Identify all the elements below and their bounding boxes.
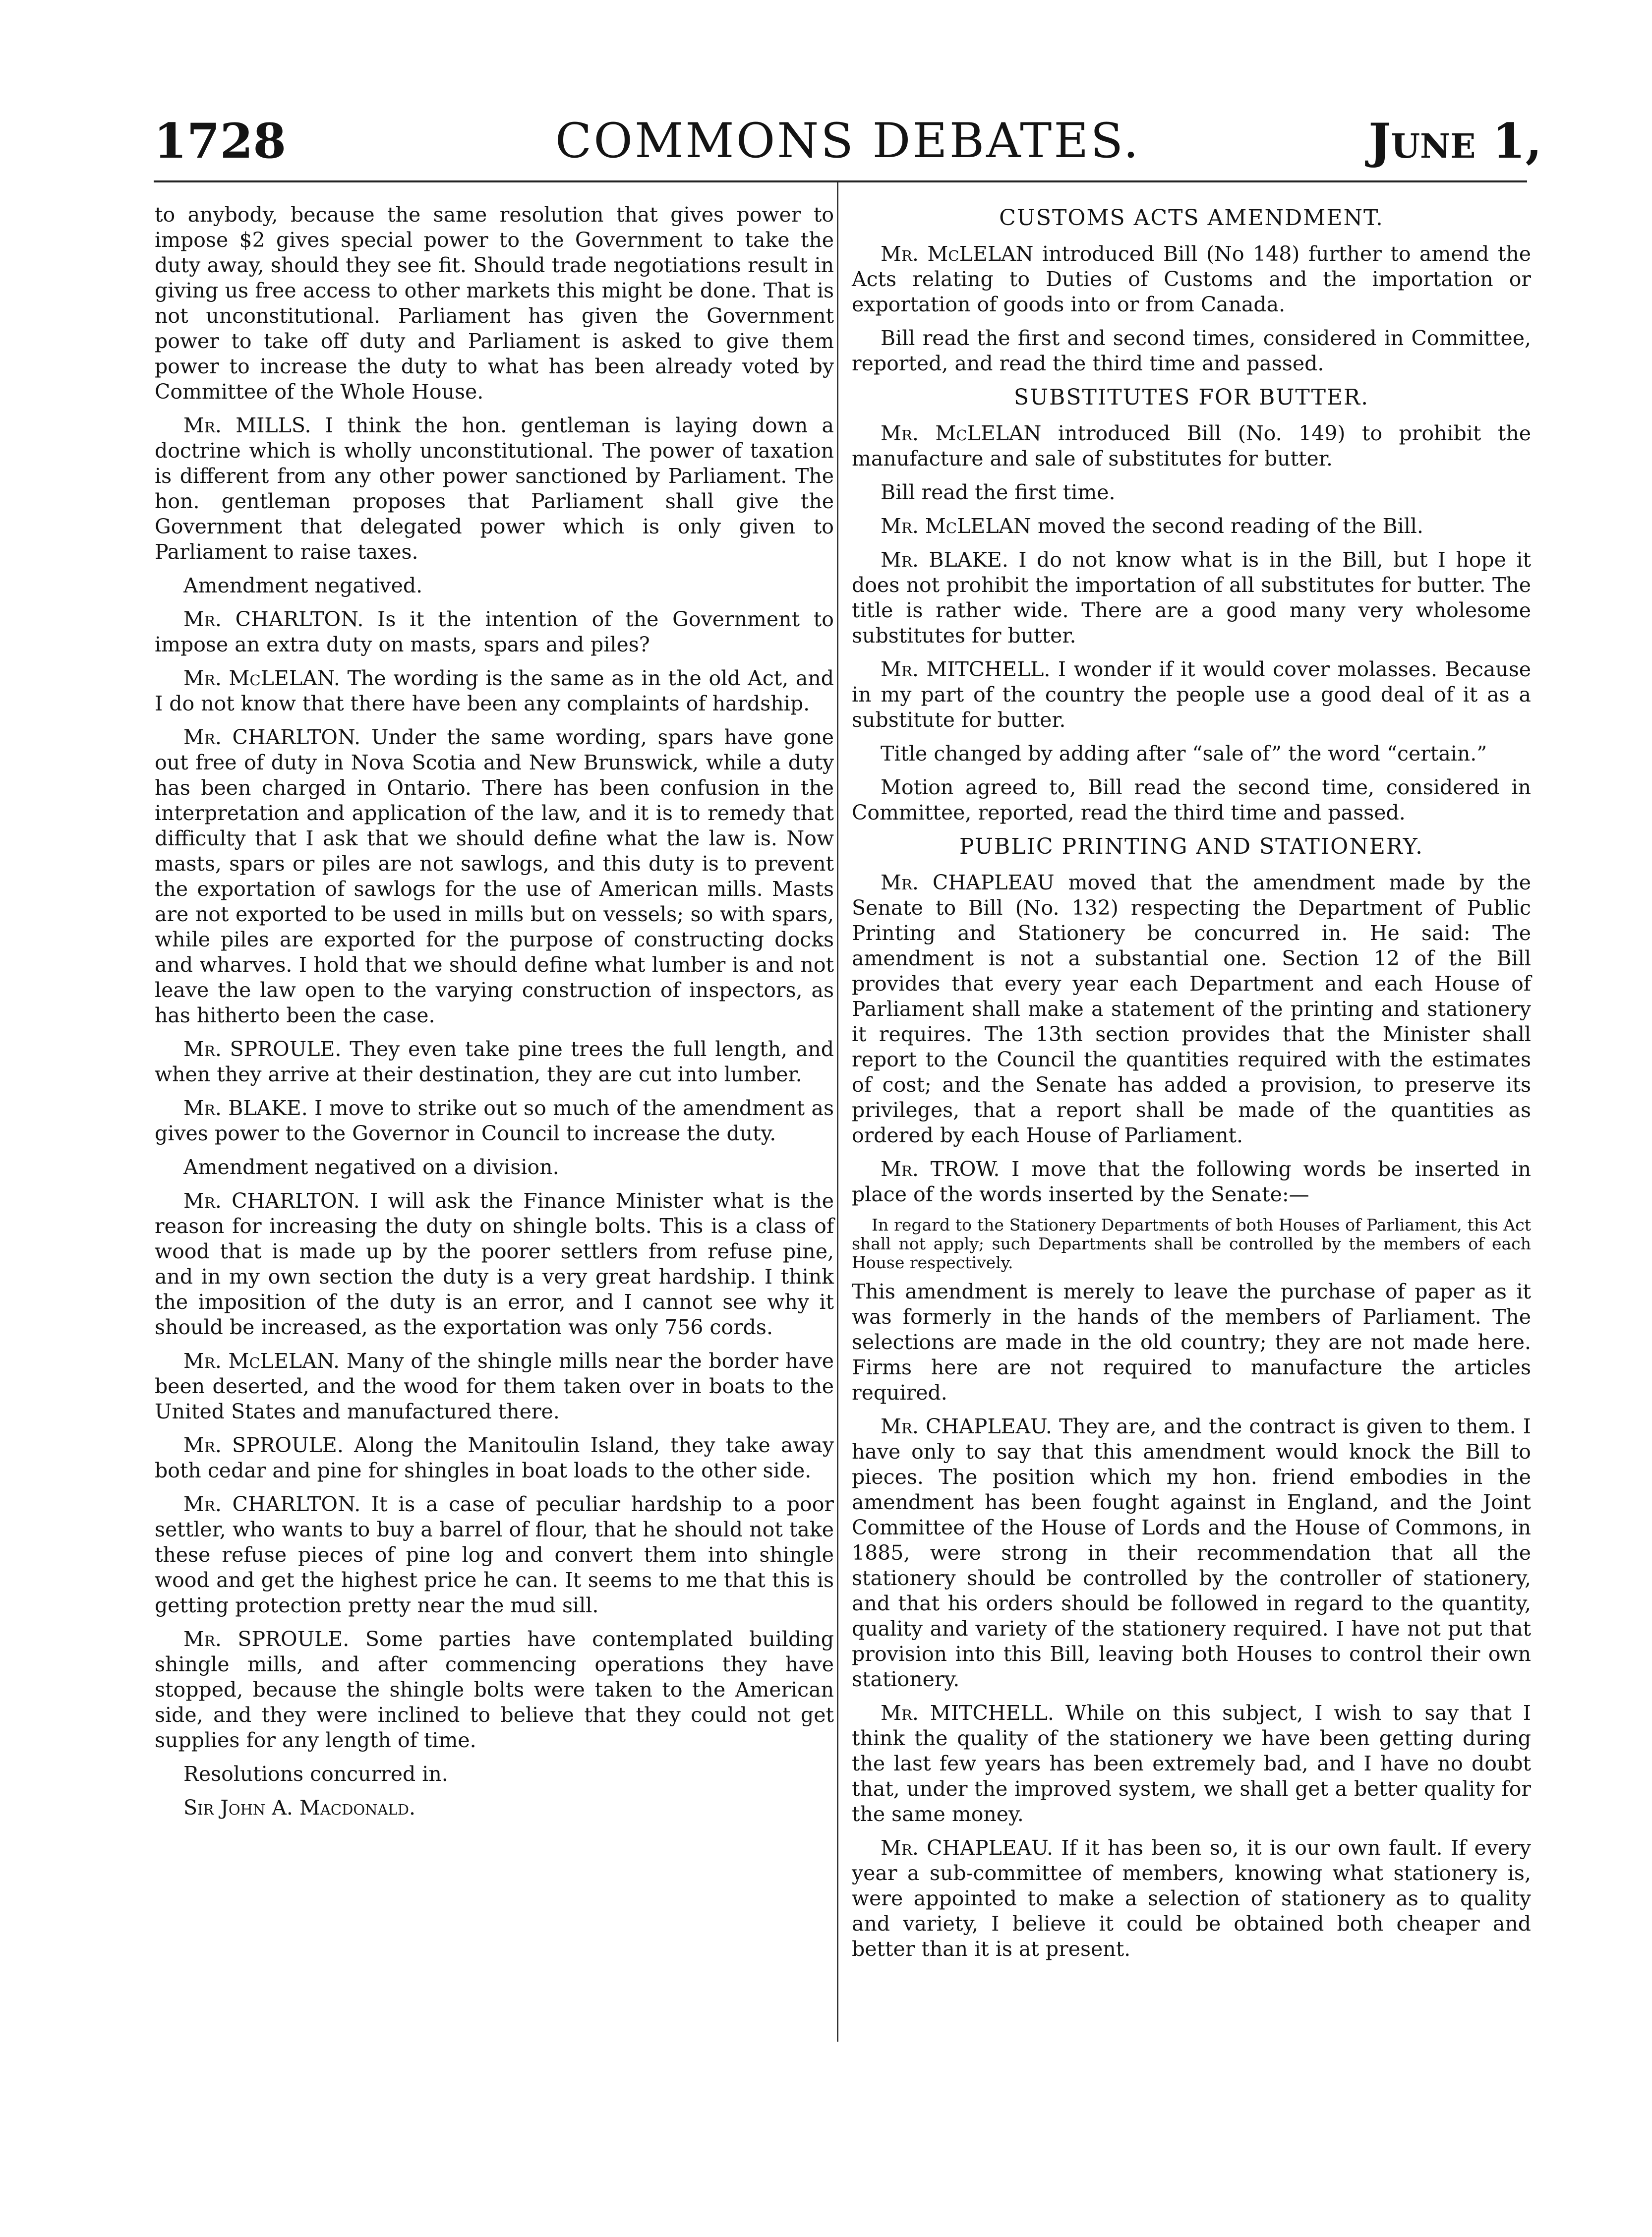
speech-text: It is a case of peculiar hardship to a poor settler, who wants to buy a barrel of flour, that he should not take these refuse pieces of pine log and convert them into shingle wood and get the highest price he can. It seems to me that this is getting protection pretty near the mud sill. [155, 1492, 834, 1617]
paragraph: Motion agreed to, Bill read the second time, considered in Committee, reported, read the third time and passed. [852, 775, 1531, 824]
speech-text: moved the second reading of the Bill. [1031, 514, 1423, 538]
speaker-name: Mr. MILLS. [183, 413, 311, 437]
speech-text: I wonder if it would cover molasses. Because in my part of the country the people use a good deal of it as a substitute for butter. [852, 657, 1532, 732]
speaker-name: Mr. BLAKE. [183, 1096, 308, 1120]
speaker-name: Mr. BLAKE. [881, 548, 1008, 572]
speaker-name: Mr. TROW. [881, 1157, 1000, 1181]
speaker-name: Mr. SPROULE. [183, 1433, 344, 1457]
paragraph: Bill read the first and second times, considered in Committee, reported, and read the third time and passed. [852, 326, 1531, 375]
speaker-name: Mr. MITCHELL. [881, 1701, 1054, 1725]
speaker-name: Mr. CHAPLEAU. [881, 1836, 1054, 1860]
paragraph: Amendment negatived on a division. [183, 1155, 559, 1179]
speech-text: I think the hon. gentleman is laying down a doctrine which is wholly unconstitutional. The power of taxation is different from any other power sanctioned by Parliament. The hon. gentleman proposes that Parliament shall give the Government that delegated power which is only given to Parliament to raise taxes. [155, 413, 834, 564]
speech-text: moved that the amendment made by the Senate to Bill (No. 132) respecting the Department of Public Printing and Stationery be concurred in. He said: The amendment is not a substantial one. Section 12 of the Bill provides that every year each Department and each House of Parliament shall make a statement of the printing and stationery it requires. The 13th section provides that the Minister shall report to the Council the quantities required with the estimates of cost; and the Senate has added a provision, to preserve its privileges, that a report shall be made of the quantities as ordered by each House of Parliament. [852, 871, 1531, 1147]
speech-text: While on this subject, I wish to say that I think the quality of the stationery we have been getting during the last few years has been extremely bad, and I have no doubt that, under the improved system, we shall get a better quality for the same money. [852, 1701, 1532, 1826]
speech-text: I move that the following words be inserted in place of the words inserted by the Senate:— [852, 1157, 1532, 1206]
section-heading: PUBLIC PRINTING AND STATIONERY. [959, 834, 1424, 859]
paragraph [852, 657, 1531, 733]
speech-text: They are, and the contract is given to them. I have only to say that this amendment would knock the Bill to pieces. The position which my hon. friend embodies in the amendment has been fought against in England, and the Joint Committee of the House of Lords and the House of Commons, in 1885, were strong in their recommendation that all the stationery should be controlled by the controller of stationery, and that his orders should be followed in regard to the quantity, quality and variety of the stationery required. I have not put that provision into this Bill, leaving both Houses to control their own stationery. [852, 1414, 1531, 1691]
paragraph [155, 1037, 834, 1087]
left-column [155, 202, 834, 1829]
page-number: 1728 [154, 113, 287, 169]
paragraph [852, 1157, 1531, 1207]
speaker-name: Mr. CHAPLEAU. [881, 1414, 1052, 1438]
paragraph [155, 607, 834, 657]
paragraph [852, 1835, 1531, 1962]
signature: Sir John A. Macdonald. [183, 1796, 415, 1820]
speech-text: Along the Manitoulin Island, they take away both cedar and pine for shingles in boat loads to the other side. [155, 1433, 834, 1482]
paragraph [155, 725, 834, 1028]
paragraph [155, 1188, 834, 1340]
paragraph [852, 1414, 1531, 1692]
paragraph [155, 1627, 834, 1753]
paragraph: Title changed by adding after “sale of” the word “certain.” [881, 742, 1487, 765]
paragraph [852, 870, 1531, 1148]
speaker-name: Mr. CHARLTON. [183, 725, 361, 749]
section-heading: CUSTOMS ACTS AMENDMENT. [999, 205, 1384, 231]
speaker-name: Mr. MITCHELL. [881, 657, 1051, 681]
paragraph [852, 421, 1531, 471]
paragraph [155, 1492, 834, 1618]
speech-text: Is it the intention of the Government to impose an extra duty on masts, spars and piles? [155, 607, 834, 656]
speech-text: I do not know what is in the Bill, but I hope it does not prohibit the importation of all substitutes for butter. The title is rather wide. There are a good many very wholesome substitutes for butter. [852, 548, 1531, 648]
running-date: June 1, [1368, 113, 1542, 169]
paragraph [155, 413, 834, 565]
paragraph [852, 1701, 1531, 1827]
paragraph: Amendment negatived. [183, 574, 423, 597]
speaker-name: Mr. McLELAN. [183, 666, 340, 690]
speaker-name: Mr. CHARLTON. [183, 607, 364, 631]
right-column [852, 202, 1531, 1970]
paragraph: Bill read the first time. [881, 480, 1116, 504]
paragraph [155, 1433, 834, 1483]
speaker-name: Mr. SPROULE. [183, 1037, 342, 1061]
paragraph [155, 1349, 834, 1424]
quoted-amendment: In regard to the Stationery Departments of both Houses of Parliament, this Act shall not apply; such Departments shall be controlled by the members of each House respectively. [852, 1215, 1531, 1272]
speaker-name: Mr. CHARLTON. [183, 1492, 361, 1516]
speaker-name: Mr. McLELAN [881, 514, 1031, 538]
column-divider [837, 182, 838, 2042]
paragraph [852, 514, 1531, 539]
paragraph: Resolutions concurred in. [183, 1762, 448, 1786]
paragraph: This amendment is merely to leave the purchase of paper as it was formerly in the hands of the members of Parliament. The selections are made in the old country; they are not made here. Firms here are not required to manufacture the articles required. [852, 1280, 1531, 1405]
speech-text: Some parties have contemplated building shingle mills, and after commencing operations they have stopped, because the shingle bolts were taken to the American side, and they were inclined to believe that they could not get supplies for any length of time. [155, 1627, 834, 1752]
paragraph: to anybody, because the same resolution that gives power to impose $2 gives special power to the Government to take the duty away, should they see fit. Should trade negotiations result in giving us free access to other markets this might be done. That is not unconstitutional. Parliament has given the Government power to take off duty and Parliament is asked to give them power to increase the duty to what has been already voted by Committee of the Whole House. [155, 203, 834, 404]
speech-text: They even take pine trees the full length, and when they arrive at their destination, they are cut into lumber. [155, 1037, 834, 1086]
speaker-name: Mr. McLELAN [881, 242, 1034, 266]
paragraph [852, 547, 1531, 648]
speaker-name: Mr. SPROULE. [183, 1627, 350, 1651]
speaker-name: Mr. McLELAN. [183, 1349, 340, 1373]
paragraph [852, 241, 1531, 317]
speech-text: Many of the shingle mills near the border have been deserted, and the wood for them taken over in boats to the United States and manufactured there. [155, 1349, 834, 1423]
section-heading: SUBSTITUTES FOR BUTTER. [1013, 385, 1369, 410]
speech-text: The wording is the same as in the old Act, and I do not know that there have been any complaints of hardship. [155, 666, 834, 715]
speaker-name: Mr. McLELAN [881, 421, 1042, 445]
running-title: COMMONS DEBATES. [555, 113, 1141, 169]
speech-text: introduced Bill (No 148) further to amend the Acts relating to Duties of Customs and the importation or exportation of goods into or from Canada. [852, 242, 1531, 316]
speech-text: I will ask the Finance Minister what is the reason for increasing the duty on shingle bolts. This is a class of wood that is made up by the poorer settlers from refuse pine, and in my own section the duty is a very great hardship. I think the imposition of the duty is an error, and I cannot see why it should be increased, as the exportation was only 756 cords. [155, 1189, 834, 1339]
paragraph [155, 666, 834, 716]
speaker-name: Mr. CHARLTON. [183, 1189, 360, 1213]
page-header [154, 113, 1542, 173]
speech-text: If it has been so, it is our own fault. If every year a sub-committee of members, knowing what stationery is, were appointed to make a selection of stationery as to quality and variety, I believe it could be obtained both cheaper and better than it is at present. [852, 1836, 1531, 1961]
speech-text: I move to strike out so much of the amendment as gives power to the Governor in Council to increase the duty. [155, 1096, 834, 1145]
header-rule [154, 180, 1527, 182]
speech-text: Under the same wording, spars have gone out free of duty in Nova Scotia and New Brunswick, while a duty has been charged in Ontario. There has been confusion in the interpretation and application of the law, and it is to remedy that difficulty that I ask that we should define what the law is. Now masts, spars or piles are not sawlogs, and this duty is to prevent the exportation of sawlogs for the use of American mills. Masts are not exported to be used in mills but on vessels; so with spars, while piles are exported for the purpose of constructing docks and wharves. I hold that we should define what lumber is and not leave the law open to the varying construction of inspectors, as has hitherto been the case. [155, 725, 834, 1027]
speech-text: introduced Bill (No. 149) to prohibit the manufacture and sale of substitutes for butter. [852, 421, 1532, 471]
paragraph [155, 1096, 834, 1146]
speaker-name: Mr. CHAPLEAU [881, 871, 1055, 894]
